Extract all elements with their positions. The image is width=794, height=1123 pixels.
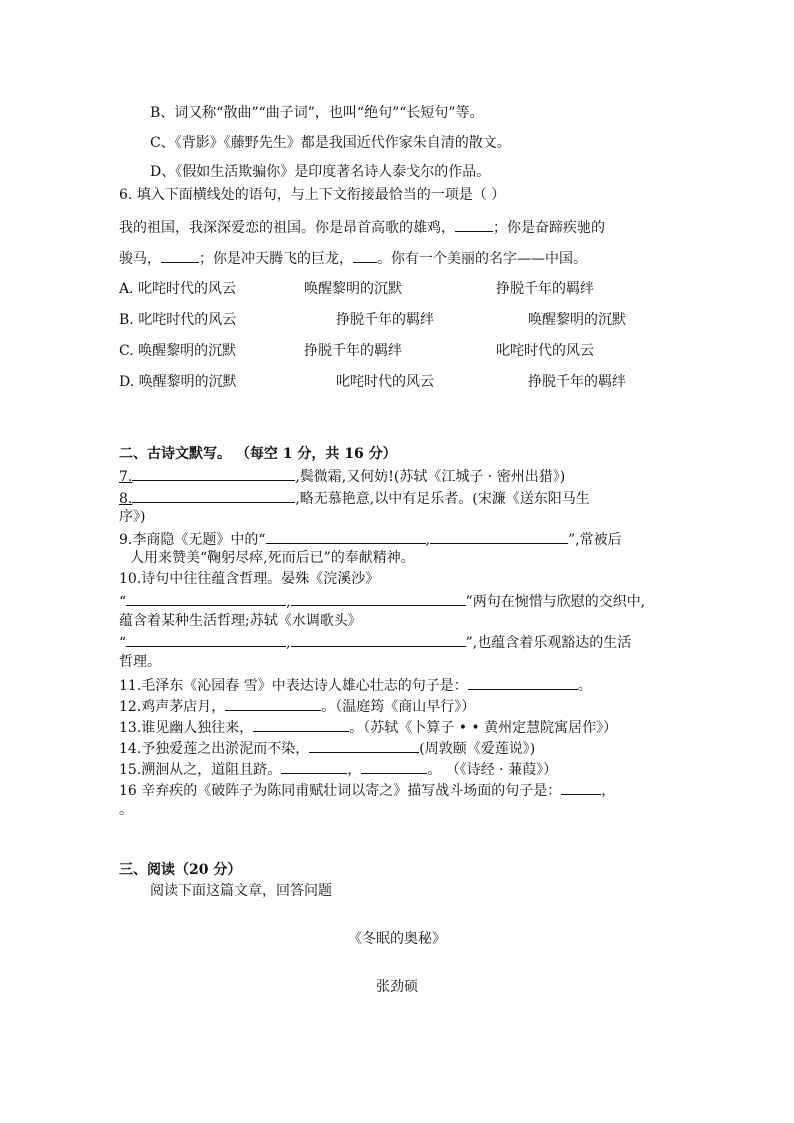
question-13 (119, 716, 617, 738)
question-text: 9.李商隐《无题》中的“ (119, 532, 266, 548)
question-text: 16 辛弃疾的《破阵子为陈同甫赋壮词以寄之》描写战斗场面的句子是： (119, 783, 562, 799)
q6-option-d-part2: 叱咤时代的风云 (336, 374, 434, 390)
question-text: 15.溯洄从之，道阻且跻。 (119, 762, 282, 778)
question-12 (119, 695, 475, 717)
fill-blank[interactable] (291, 590, 466, 606)
question-number: 8. (119, 491, 133, 507)
question-text: 。 (577, 678, 592, 694)
question-text: ， (601, 783, 616, 799)
question-text: 13.谁见幽人独往来， (119, 720, 254, 736)
question-text: 。（温庭筠《商山早行》） (321, 699, 476, 715)
fill-blank[interactable] (266, 528, 426, 544)
question-10-line-2 (119, 590, 645, 612)
fill-blank[interactable] (225, 695, 321, 711)
fill-blank[interactable] (126, 631, 286, 647)
question-text: 。（苏轼《卜算子 • • 黄州定慧院寓居作》） (349, 720, 618, 736)
fill-blank[interactable] (430, 528, 568, 544)
q6-passage-line-2 (119, 247, 587, 269)
fill-blank[interactable] (561, 779, 601, 795)
fill-blank[interactable] (361, 758, 427, 774)
passage-text: 骏马， (119, 251, 161, 267)
question-text: 。 （《诗经 · 蒹葭》） (427, 762, 558, 778)
question-16-cont: 。 (119, 802, 133, 818)
q6-option-a-label[interactable]: A. 叱咤时代的风云 (119, 281, 237, 297)
q6-option-d-part3: 挣脱千年的羁绊 (528, 374, 626, 390)
article-title: 《冬眠的奥秘》 (348, 931, 446, 947)
option-b-text: B、词又称“散曲”“曲子词”，也叫“绝句”“长短句”等。 (150, 105, 484, 121)
q6-option-c-part2: 挣脱千年的羁绊 (304, 343, 402, 359)
q6-option-d-label[interactable]: D. 唤醒黎明的沉默 (119, 374, 237, 390)
fill-blank[interactable] (468, 674, 578, 690)
section-2-heading: 二、古诗文默写。 （每空 1 分，共 16 分） (119, 446, 397, 462)
question-text: “ (119, 594, 127, 610)
question-10: 10.诗句中往往蕴含哲理。晏殊《浣溪沙》 (119, 571, 380, 587)
reading-instruction: 阅读下面这篇文章，回答问题 (150, 883, 332, 899)
fill-blank[interactable] (309, 737, 419, 753)
fill-blank[interactable] (455, 216, 493, 232)
question-10-line-3: 蕴含着某种生活哲理;苏轼《水调歌头》 (119, 613, 362, 629)
question-text: (周敦颐《爱莲说》) (419, 741, 536, 757)
section-3-heading: 三、阅读（20 分） (119, 862, 242, 878)
passage-text: 我的祖国，我深深爱恋的祖国。你是昂首高歌的雄鸡， (119, 220, 455, 236)
question-6-stem: 6. 填入下面横线处的语句，与上下文衔接最恰当的一项是（ ） (119, 187, 506, 203)
question-text: , (425, 532, 430, 548)
fill-blank[interactable] (253, 716, 349, 732)
article-author: 张劲硕 (376, 979, 418, 995)
question-9-cont: 人用来赞美“鞠躬尽瘁,死而后已”的奉献精神。 (130, 550, 415, 566)
question-text: 14.予独爱莲之出淤泥而不染， (119, 741, 310, 757)
question-text: 11.毛泽东《沁园春 雪》中表达诗人雄心壮志的句子是： (119, 678, 468, 694)
question-8 (119, 487, 590, 509)
question-text: ,略无慕艳意,以中有足乐者。(宋濂《送东阳马生 (295, 491, 590, 507)
fill-blank[interactable] (281, 758, 347, 774)
q6-option-b-label[interactable]: B. 叱咤时代的风云 (119, 312, 237, 328)
question-text: , (286, 594, 291, 610)
passage-text: 。你有一个美丽的名字——中国。 (377, 251, 587, 267)
fill-blank[interactable] (353, 247, 377, 263)
option-d-text: D、《假如生活欺骗你》是印度著名诗人泰戈尔的作品。 (150, 164, 491, 180)
question-9 (119, 528, 622, 550)
question-11 (119, 674, 592, 696)
question-text: ,鬓微霜,又何妨!(苏轼《江城子 · 密州出猎》) (295, 469, 566, 485)
question-10-line-5: 哲理。 (119, 654, 161, 670)
question-16 (119, 779, 615, 801)
question-text: ”,也蕴含着乐观豁达的生活 (465, 635, 632, 651)
question-7 (119, 465, 565, 487)
fill-blank[interactable] (132, 465, 295, 481)
question-10-line-4 (119, 631, 631, 653)
fill-blank[interactable] (291, 631, 466, 647)
question-text: ”两句在惋惜与欣慰的交织中, (465, 594, 646, 610)
q6-option-b-part3: 唤醒黎明的沉默 (528, 312, 626, 328)
question-text: 12.鸡声茅店月， (119, 699, 226, 715)
passage-text: ；你是冲天腾飞的巨龙， (199, 251, 353, 267)
q6-option-b-part2: 挣脱千年的羁绊 (336, 312, 434, 328)
question-text: ”,常被后 (567, 532, 622, 548)
question-number: 7. (119, 469, 133, 485)
q6-option-a-part2: 唤醒黎明的沉默 (304, 281, 402, 297)
question-text: , (286, 635, 291, 651)
question-text: “ (119, 635, 127, 651)
option-c-text: C、《背影》《藤野先生》都是我国近代作家朱自清的散文。 (150, 135, 511, 151)
question-14 (119, 737, 535, 759)
fill-blank[interactable] (126, 590, 286, 606)
q6-passage-line-1 (119, 216, 605, 238)
question-text: ， (347, 762, 362, 778)
q6-option-a-part3: 挣脱千年的羁绊 (496, 281, 594, 297)
fill-blank[interactable] (161, 247, 199, 263)
question-15 (119, 758, 557, 780)
question-8-cont: 序》) (119, 509, 146, 525)
q6-option-c-label[interactable]: C. 唤醒黎明的沉默 (119, 343, 237, 359)
passage-text: ；你是奋蹄疾驰的 (493, 220, 605, 236)
q6-option-c-part3: 叱咤时代的风云 (496, 343, 594, 359)
fill-blank[interactable] (132, 487, 295, 503)
